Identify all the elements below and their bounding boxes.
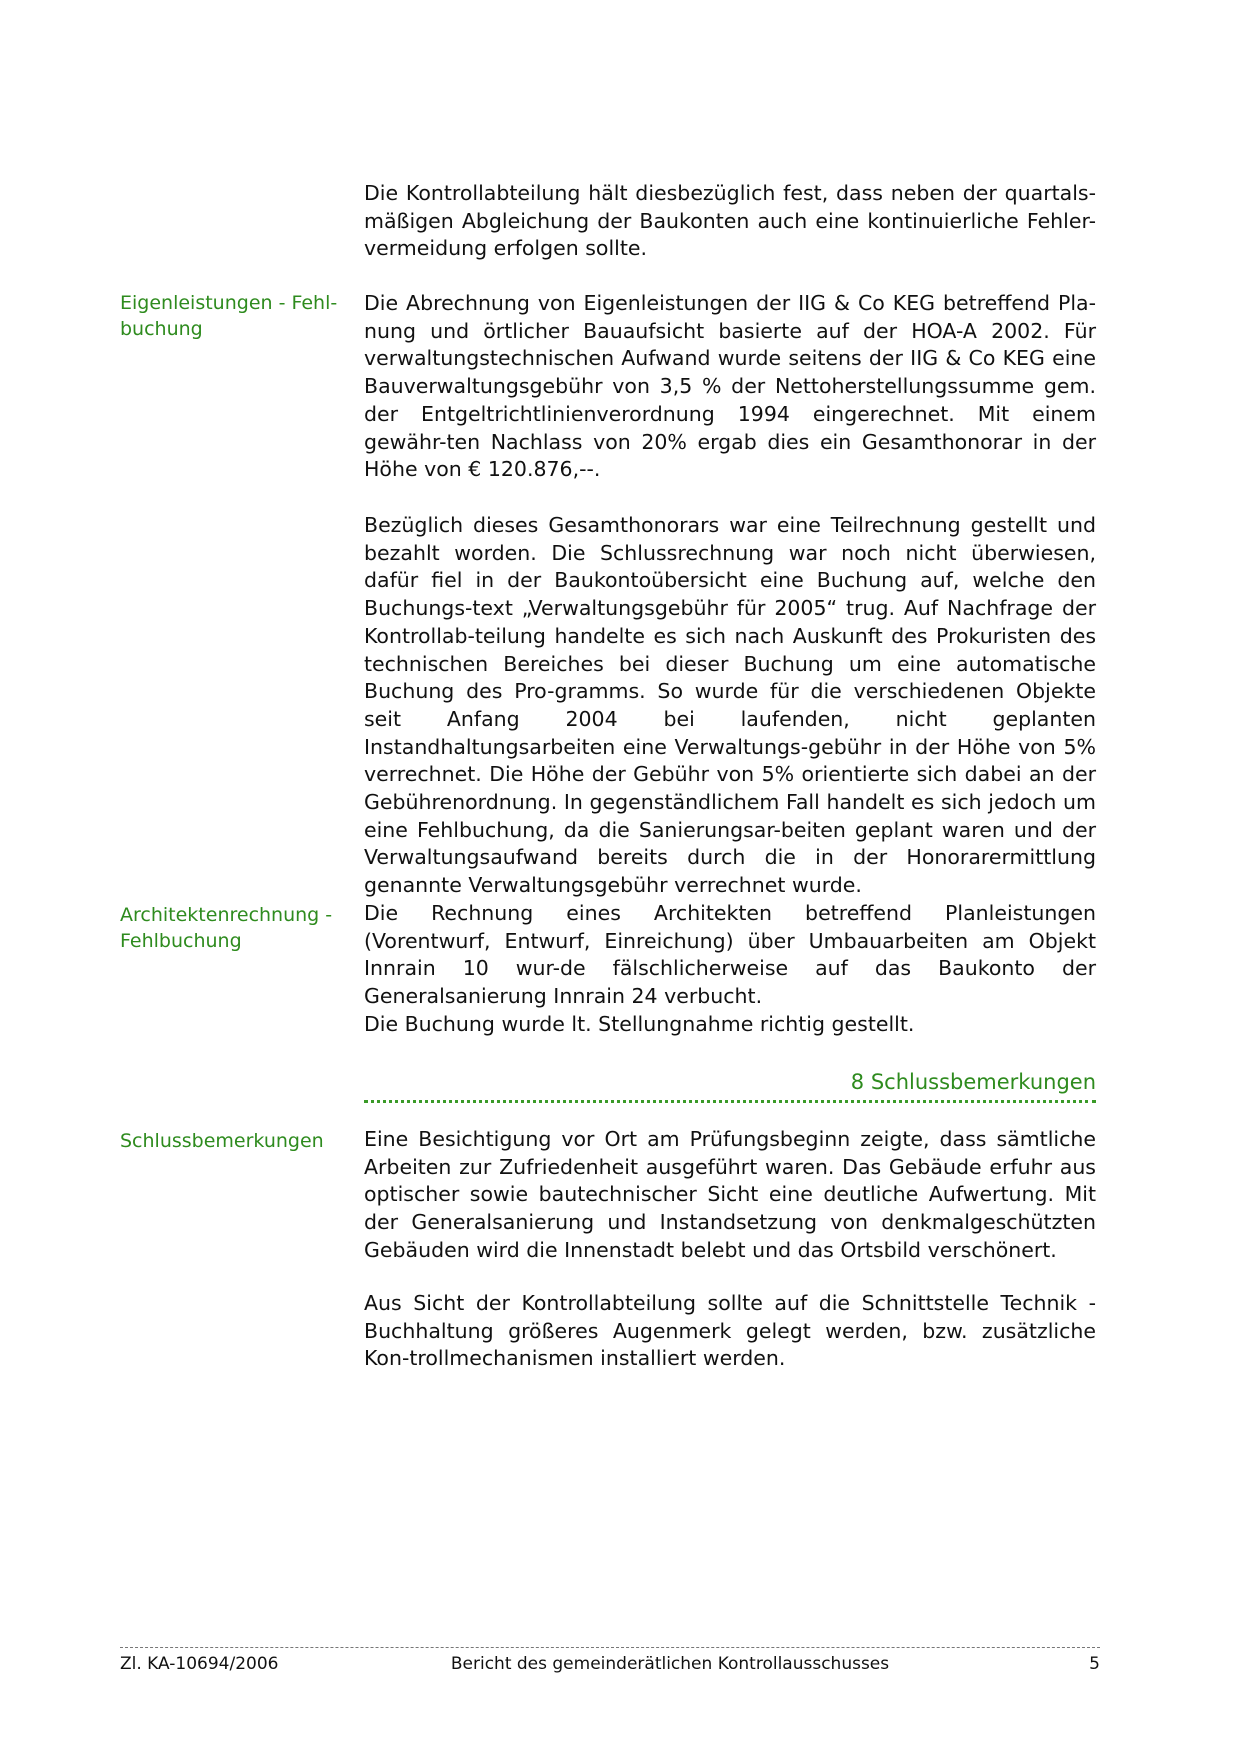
paragraph-text: Eine Besichtigung vor Ort am Prüfungsbeginn zeigte, dass sämtliche Arbeiten zur Zufriedenheit ausgeführt waren. Das Gebäude erfuhr aus optischer sowie bautechnischer Sicht eine deutliche Aufwertung. Mit der Generalsanierung und Instandsetzung von denkmalgeschützten Gebäuden wird die Innenstadt belebt und das Ortsbild verschönert.: [364, 1127, 1096, 1262]
footer-title: Bericht des gemeinderätlichen Kontrollausschusses: [450, 1654, 890, 1674]
paragraph-text-followup: Die Buchung wurde lt. Stellungnahme richtig gestellt.: [364, 1011, 915, 1036]
section-heading: 8 Schlussbemerkungen: [364, 1068, 1096, 1103]
paragraph-schlussbemerkungen: [364, 1126, 1096, 1265]
margin-note-eigenleistungen: Eigenleistungen - Fehl-buchung: [120, 292, 338, 340]
paragraph-text: Bezüglich dieses Gesamthonorars war eine Teilrechnung gestellt und bezahlt worden. Die Schlussrechnung war noch nicht überwiesen, dafür fiel in der Baukontoübersicht eine Buchung auf, welche den Buchungs-text „Verwaltungsgebühr für 2005“ trug. Auf Nachfrage der Kontrollab-teilung handelte es sich nach Auskunft des Prokuristen des technischen Bereiches bei dieser Buchung um eine automatische Buchung des Pro-gramms. So wurde für die verschiedenen Objekte seit Anfang 2004 bei laufenden, nicht geplanten Instandhaltungsarbeiten eine Verwaltungs-gebühr in der Höhe von 5% verrechnet. Die Höhe der Gebühr von 5% orientierte sich dabei an der Gebührenordnung. In gegenständlichem Fall handelt es sich jedoch um eine Fehlbuchung, da die Sanierungsar-beiten geplant waren und der Verwaltungsaufwand bereits durch die in der Honorarermittlung genannte Verwaltungsgebühr verrechnet wurde.: [364, 513, 1096, 898]
paragraph-text: Die Rechnung eines Architekten betreffend Planleistungen (Vorentwurf, Entwurf, Einreichung) über Umbauarbeiten am Objekt Innrain 10 wur-de fälschlicherweise auf das Baukonto der Generalsanierung Innrain 24 verbucht.: [364, 901, 1096, 1009]
margin-note-architektenrechnung: Architektenrechnung - Fehlbuchung: [120, 904, 333, 952]
paragraph-text: Die Kontrollabteilung hält diesbezüglich fest, dass neben der quartals-mäßigen Abgleichung der Baukonten auch eine kontinuierliche Fehler-vermeidung erfolgen sollte.: [364, 181, 1096, 261]
footer-reference: Zl. KA-10694/2006: [120, 1654, 279, 1674]
margin-note-schlussbemerkungen: Schlussbemerkungen: [120, 1130, 324, 1152]
paragraph-text: Aus Sicht der Kontrollabteilung sollte auf die Schnittstelle Technik - Buchhaltung größeres Augenmerk gelegt werden, bzw. zusätzliche Kon-trollmechanismen installiert werden.: [364, 1291, 1096, 1371]
paragraph-text: Die Abrechnung von Eigenleistungen der IIG & Co KEG betreffend Pla-nung und örtlicher Bauaufsicht basierte auf der HOA-A 2002. Für verwaltungstechnischen Aufwand wurde seitens der IIG & Co KEG eine Bauverwaltungsgebühr von 3,5 % der Nettoherstellungssumme gem. der Entgeltrichtlinienverordnung 1994 eingerechnet. Mit einem gewähr-ten Nachlass von 20% ergab dies ein Gesamthonorar in der Höhe von € 120.876,--.: [364, 291, 1096, 482]
paragraph-eigenleistungen: [364, 290, 1096, 484]
paragraph-gesamthonorar: [364, 512, 1096, 900]
paragraph-fehlervermeidung: [364, 180, 1096, 263]
paragraph-architektenrechnung: [364, 900, 1096, 1039]
footer-divider: [120, 1647, 1100, 1648]
page-number: 5: [1089, 1654, 1100, 1674]
paragraph-schnittstelle: [364, 1290, 1096, 1373]
